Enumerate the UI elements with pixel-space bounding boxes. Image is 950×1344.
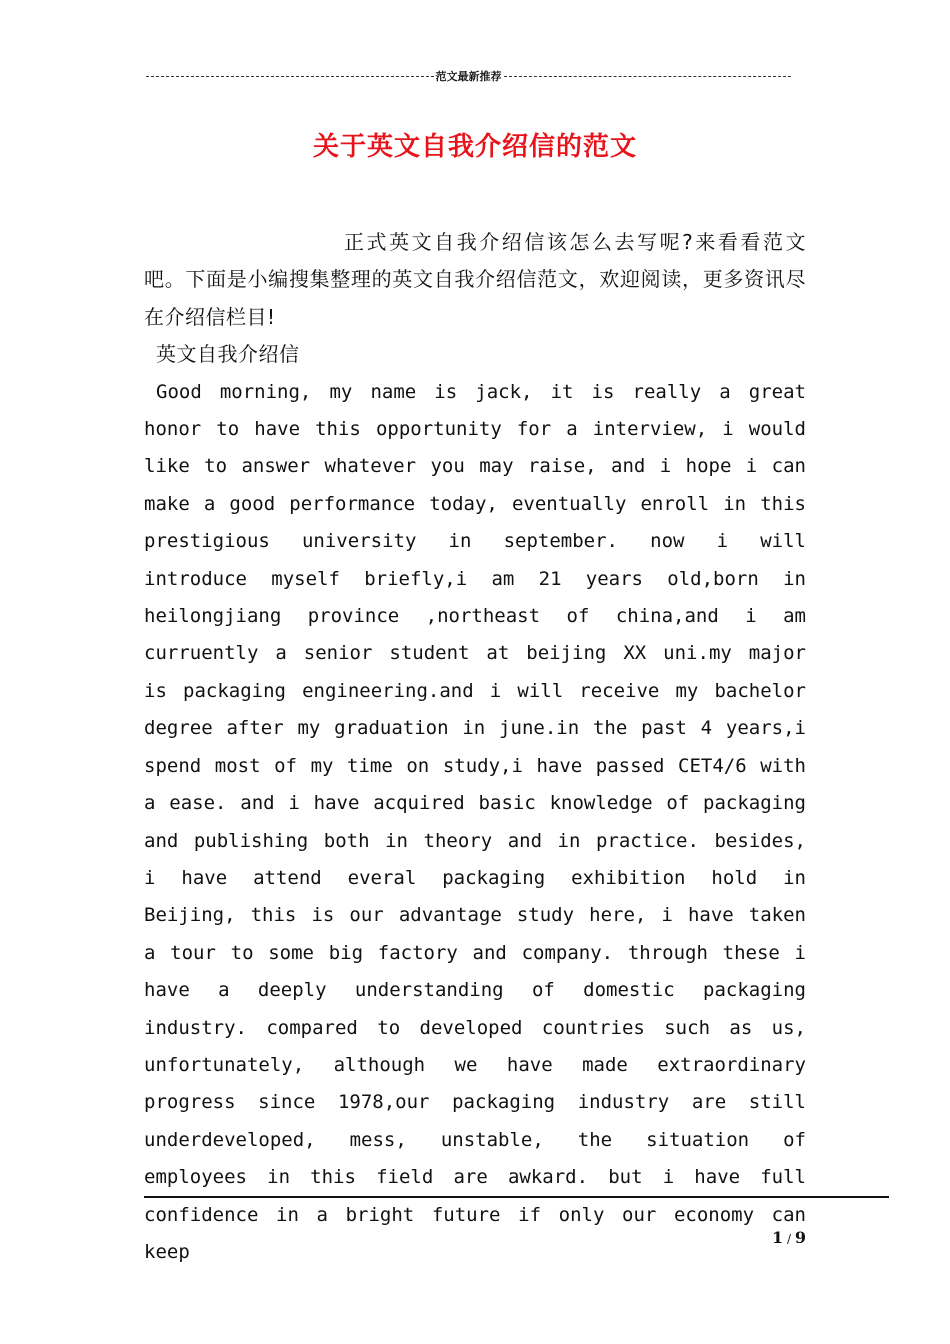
page-current: 1 [772, 1228, 784, 1247]
header-dash-right [504, 76, 792, 77]
section-heading: 英文自我介绍信 [156, 342, 300, 367]
document-title: 关于英文自我介绍信的范文 [312, 132, 637, 162]
header-dash-left [146, 76, 434, 77]
page-header [146, 68, 791, 84]
page-indicator [720, 1228, 806, 1247]
intro-paragraph: 正式英文自我介绍信该怎么去写呢?来看看范文吧。下面是小编搜集整理的英文自我介绍信范文，欢迎阅读，更多资讯尽在介绍信栏目! [144, 230, 806, 329]
header-label: 范文最新推荐 [435, 70, 502, 83]
footer-divider [144, 1196, 889, 1198]
document-body [144, 224, 806, 1271]
page-total: 9 [794, 1228, 806, 1247]
letter-body-paragraph: Good morning, my name is jack, it is really a great honor to have this opportunity for a interview, i would like to answer whatever you may raise, and i hope i can make a good performance today, eventually enroll in this prestigious university in september. now i will introduce myself briefly,i am 21 years old,born in heilongjiang province ,northeast of china,and i am curruently a senior student at beijing XX uni.my major is packaging engineering.and i will receive my bachelor degree after my graduation in june.in the past 4 years,i spend most of my time on study,i have passed CET4/6 with a ease. and i have acquired basic knowledge of packaging and publishing both in theory and in practice. besides, i have attend everal packaging exhibition hold in Beijing, this is our advantage study here, i have taken a tour to some big factory and company. through these i have a deeply understanding of domestic packaging industry. compared to developed countries such as us, unfortunately, although we have made extraordinary progress since 1978,our packaging industry are still underdeveloped, mess, unstable, the situation of employees in this field are awkard. but i have full confidence in a bright future if only our economy can keep [144, 380, 806, 1263]
page-separator: / [783, 1232, 795, 1246]
